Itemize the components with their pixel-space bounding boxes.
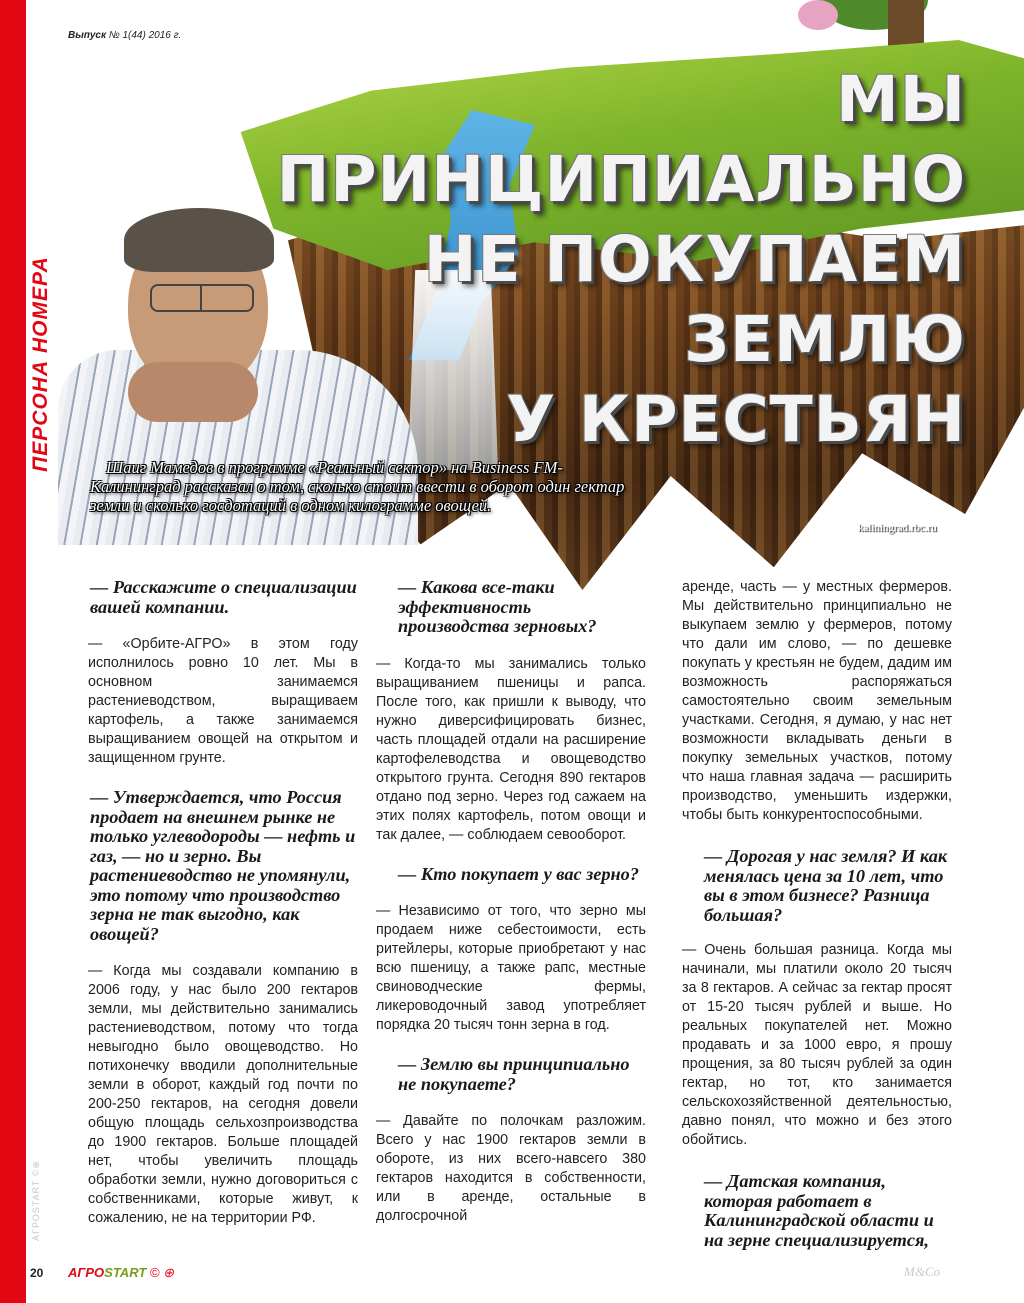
question-heading: — Землю вы принципиально не покупаете?	[398, 1054, 630, 1094]
title-line-1: МЫ ПРИНЦИПИАЛЬНО	[276, 63, 966, 216]
photo-caption: Шаиг Мамедов в программе «Реальный сектор» на Business FM-Калининград рассказал о том, сколько стоит ввести в оборот один гектар земли и сколько госдотаций в одном килограмме овощей.	[90, 458, 625, 515]
issue-label: Выпуск	[68, 30, 107, 41]
blossom	[798, 0, 838, 30]
logo-marks: © ⊕	[149, 1265, 175, 1280]
question-heading: — Какова все-таки эффективность производства зерновых?	[398, 577, 597, 636]
column-3	[682, 578, 952, 1266]
magazine-logo	[68, 1265, 174, 1281]
answer-paragraph: — Очень большая разница. Когда мы начинали, мы платили около 20 тысяч за 8 гектаров. А сейчас за гектар просят от 15-20 тысяч рублей и выше. Но реальных покупателей нет. Можно продавать и за 1000 евро, я прошу прощения, за 80 тысяч рублей за один гектар, но тот, кто занимается сельскохозяйственной деятельностью, давно понял, что можно и без этого обойтись.	[682, 942, 952, 1148]
logo-start: START	[104, 1265, 147, 1280]
answer-paragraph: — Когда-то мы занимались только выращиванием пшеницы и рапса. После того, как пришли к выводу, что нужно диверсифицировать бизнес, часть площадей отдали на расширение картофелеводства и овощеводство открытого грунта. Сегодня 890 гектаров отдано под зерно. Через год сажаем на этих полях картофель, потом овощи и так далее, — соблюдаем севооборот.	[376, 655, 646, 843]
title-line-3: У КРЕСТЬЯН	[506, 383, 966, 456]
question-heading: — Утверждается, что Россия продает на внешнем рынке не только углеводороды — нефть и газ, — но и зерно. Вы растениеводство не упомянули, это потому что производство зерна не так выгодно, как овощей?	[90, 787, 356, 944]
designer-signature: M&Co	[904, 1264, 941, 1279]
issue-number: № 1(44) 2016 г.	[108, 30, 182, 41]
answer-paragraph: — Независимо от того, что зерно мы продаем ниже себестоимости, есть ритейлеры, которые приобретают у нас всю пшеницу, а также рапс, местные свиноводческие фермы, ликероводочный завод употребляет порядка 20 тысяч тонн зерна в год.	[376, 903, 646, 1033]
red-side-bar	[0, 0, 26, 1303]
article-title	[176, 60, 966, 460]
logo-agro: АГРО	[68, 1265, 105, 1280]
answer-paragraph: аренде, часть — у местных фермеров. Мы действительно принципиально не выкупаем землю у фермеров, потому что дали им слово, — по дешевке покупать у крестьян не будем, дадим им возможность распоряжаться самостоятельно своим земельным участками. Сегодня, я думаю, у нас нет возможности вкладывать деньги в покупку земельных участков, потому что наша главная задача — расширить производство, уменьшить издержки, чтобы быть конкурентоспособными.	[682, 579, 952, 823]
answer-paragraph: — Когда мы создавали компанию в 2006 году, у нас было 200 гектаров земли, мы действительно занимались растениеводством, потому что тогда невыгодно было овощеводство. Но потихонечку вводили дополнительные земли в оборот, каждый год почти по 200-250 гектаров, на сегодня довели общую площадь сельхозпроизводства до 1900 гектаров. Больше площадей нет, чтобы увеличить площадь обработки земли, нужно договориться с собственниками, которые живут, к сожалению, не на территории РФ.	[88, 963, 358, 1226]
answer-paragraph: — Давайте по полочкам разложим. Всего у нас 1900 гектаров земли в обороте, из них всего-навсего 380 гектаров находится в собственности, или в аренде, остальные в долгосрочной	[376, 1113, 646, 1224]
side-logo-text: АГРОSTART ©⊕	[30, 1159, 41, 1241]
question-heading: — Кто покупает у вас зерно?	[398, 863, 639, 884]
photo-credit: kaliningrad.rbc.ru	[858, 522, 937, 534]
column-1	[88, 578, 358, 1248]
rubric-label	[28, 236, 54, 492]
question-heading: — Расскажите о специализации вашей компании.	[90, 577, 357, 617]
issue-info	[68, 30, 181, 41]
question-heading: — Датская компания, которая работает в Калининградской области и на зерне специализируется,	[704, 1171, 934, 1250]
title-line-2: НЕ ПОКУПАЕМ ЗЕМЛЮ	[423, 223, 966, 376]
answer-paragraph: — «Орбите-АГРО» в этом году исполнилось ровно 10 лет. Мы в основном занимаемся растениеводством, выращиваем картофель, а также занимаемся выращиванием овощей на открытом и защищенном грунте.	[88, 636, 358, 766]
side-magazine-logo	[26, 1150, 46, 1250]
page-number: 20	[30, 1266, 44, 1280]
question-heading: — Дорогая у нас земля? И как менялась цена за 10 лет, что вы в этом бизнесе? Разница большая?	[704, 846, 948, 925]
rubric-text: ПЕРСОНА НОМЕРА	[29, 256, 53, 472]
column-2	[376, 578, 646, 1246]
